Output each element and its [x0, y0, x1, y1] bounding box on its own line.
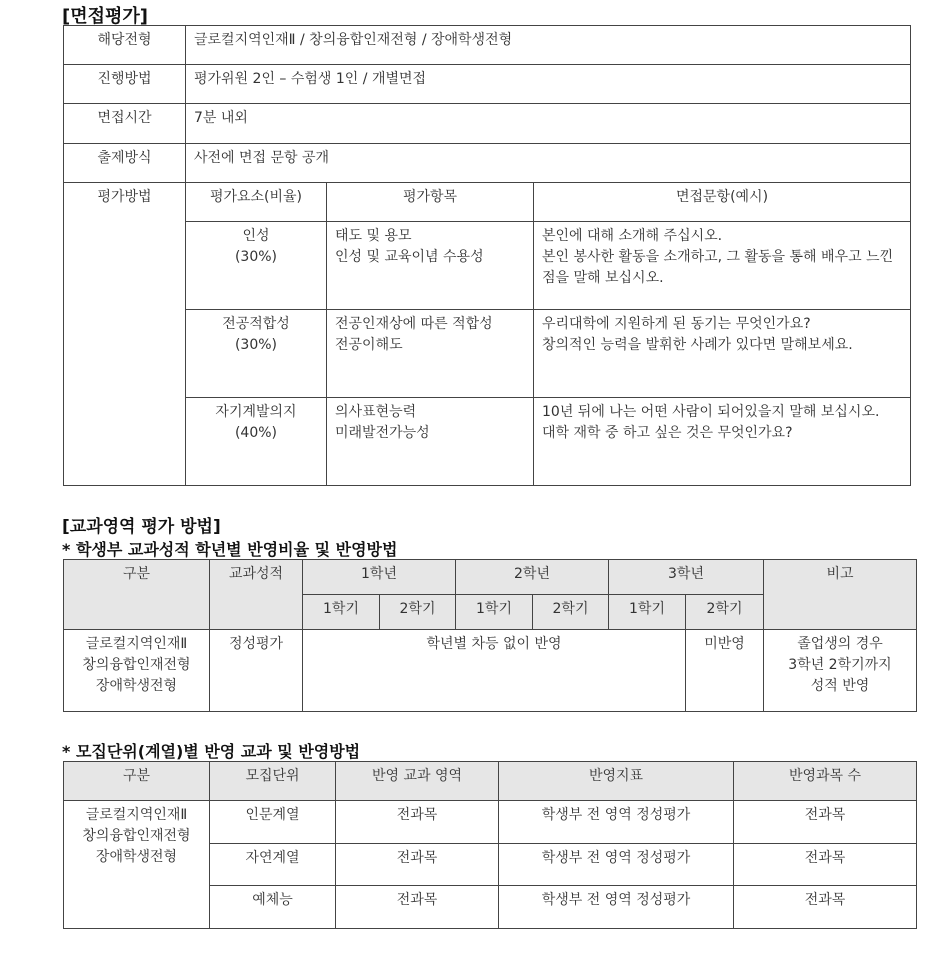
table-row: [64, 762, 917, 801]
eval-items: 전공인재상에 따른 적합성 전공이해도: [327, 310, 534, 398]
row-value: 7분 내외: [186, 104, 911, 144]
row-label: 진행방법: [64, 65, 186, 104]
eval-element: 자기계발의지 (40%): [186, 398, 327, 486]
eval-header: 면접문항(예시): [534, 183, 911, 222]
interview-heading: [면접평가]: [62, 6, 149, 27]
row-value: 글로컬지역인재Ⅱ / 창의융합인재전형 / 장애학생전형: [186, 26, 911, 65]
eval-questions: 10년 뒤에 나는 어떤 사람이 되어있을지 말해 보십시오. 대학 재학 중 하고 싶은 것은 무엇인가요?: [534, 398, 911, 486]
count-cell: 전과목: [734, 886, 917, 929]
count-cell: 전과목: [734, 844, 917, 886]
header-term: 2학기: [533, 595, 609, 630]
table-row: [64, 630, 917, 712]
table-row: [64, 801, 917, 844]
table-row: [64, 222, 911, 310]
index-cell: 학생부 전 영역 정성평가: [499, 886, 734, 929]
header-unit: 모집단위: [210, 762, 336, 801]
eval-questions: 우리대학에 지원하게 된 동기는 무엇인가요? 창의적인 능력을 발휘한 사례가 있다면 말해보세요.: [534, 310, 911, 398]
eval-element: 인성 (30%): [186, 222, 327, 310]
unit-cell: 자연계열: [210, 844, 336, 886]
header-area: 반영 교과 영역: [336, 762, 499, 801]
eval-header: 평가요소(비율): [186, 183, 327, 222]
unit-cell: 예체능: [210, 886, 336, 929]
interview-table: [63, 25, 911, 486]
eval-element: 전공적합성 (30%): [186, 310, 327, 398]
area-cell: 전과목: [336, 886, 499, 929]
table-row: [64, 144, 911, 183]
header-division: 구분: [64, 762, 210, 801]
area-cell: 전과목: [336, 844, 499, 886]
apply-cell: 학년별 차등 없이 반영: [303, 630, 686, 712]
header-term: 1학기: [609, 595, 686, 630]
table-row: [64, 65, 911, 104]
unit-cell: 인문계열: [210, 801, 336, 844]
table-row: [64, 26, 911, 65]
row-label: 출제방식: [64, 144, 186, 183]
eval-method-label: 평가방법: [64, 183, 186, 486]
area-cell: 전과목: [336, 801, 499, 844]
grade-cell: 정성평가: [210, 630, 303, 712]
header-term: 2학기: [380, 595, 456, 630]
division-cell: 글로컬지역인재Ⅱ 창의융합인재전형 장애학생전형: [64, 801, 210, 929]
table-row: [64, 398, 911, 486]
table-row: [64, 183, 911, 222]
table-row: [64, 104, 911, 144]
subtitle-grade-ratio: * 학생부 교과성적 학년별 반영비율 및 반영방법: [62, 540, 398, 559]
table-row: [64, 560, 917, 595]
index-cell: 학생부 전 영역 정성평가: [499, 801, 734, 844]
row-label: 해당전형: [64, 26, 186, 65]
header-term: 2학기: [686, 595, 764, 630]
grade-ratio-table: [63, 559, 917, 712]
header-year-1: 1학년: [303, 560, 456, 595]
subtitle-unit-subjects: * 모집단위(계열)별 반영 교과 및 반영방법: [62, 742, 361, 761]
header-year-2: 2학년: [456, 560, 609, 595]
note-cell: 졸업생의 경우 3학년 2학기까지 성적 반영: [764, 630, 917, 712]
unit-subjects-table: [63, 761, 917, 929]
eval-items: 의사표현능력 미래발전가능성: [327, 398, 534, 486]
header-note: 비고: [764, 560, 917, 630]
index-cell: 학생부 전 영역 정성평가: [499, 844, 734, 886]
row-value: 사전에 면접 문항 공개: [186, 144, 911, 183]
row-value: 평가위원 2인 – 수험생 1인 / 개별면접: [186, 65, 911, 104]
header-year-3: 3학년: [609, 560, 764, 595]
subject-heading: [교과영역 평가 방법]: [62, 517, 221, 537]
header-term: 1학기: [303, 595, 380, 630]
table-row: [64, 310, 911, 398]
count-cell: 전과목: [734, 801, 917, 844]
eval-questions: 본인에 대해 소개해 주십시오. 본인 봉사한 활동을 소개하고, 그 활동을 통해 배우고 느낀 점을 말해 보십시오.: [534, 222, 911, 310]
row-label: 면접시간: [64, 104, 186, 144]
division-cell: 글로컬지역인재Ⅱ 창의융합인재전형 장애학생전형: [64, 630, 210, 712]
header-index: 반영지표: [499, 762, 734, 801]
header-grade: 교과성적: [210, 560, 303, 630]
not-applied-cell: 미반영: [686, 630, 764, 712]
header-term: 1학기: [456, 595, 533, 630]
header-count: 반영과목 수: [734, 762, 917, 801]
header-division: 구분: [64, 560, 210, 630]
eval-items: 태도 및 용모 인성 및 교육이념 수용성: [327, 222, 534, 310]
eval-header: 평가항목: [327, 183, 534, 222]
